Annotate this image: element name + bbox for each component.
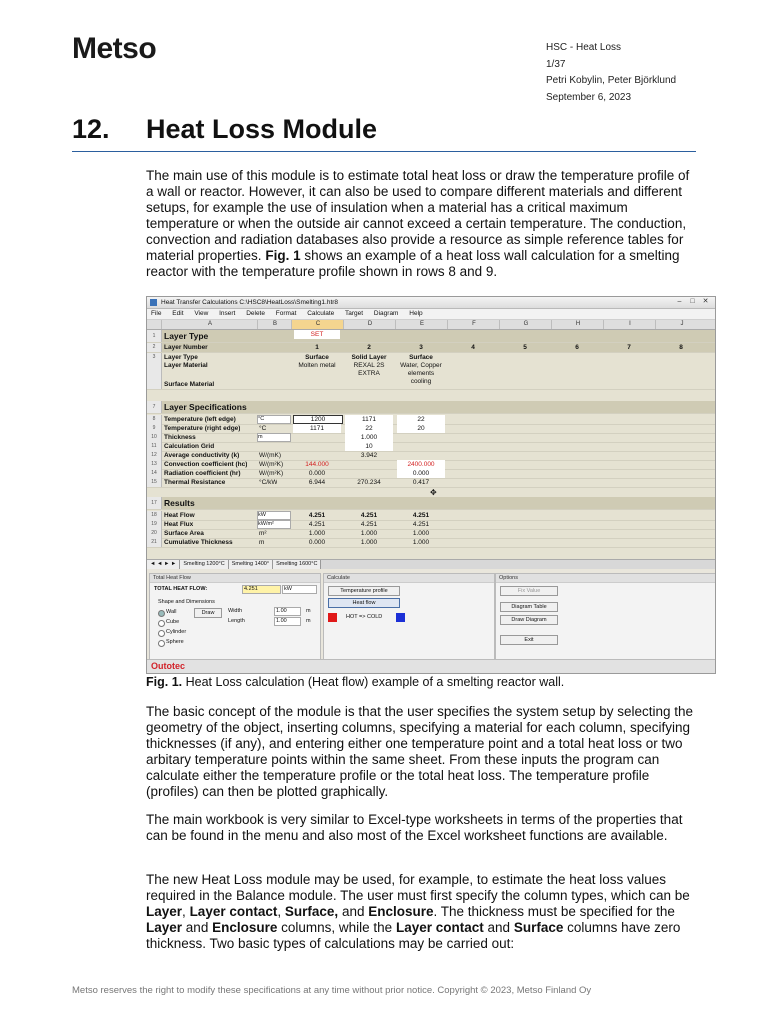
cell[interactable]: W/(mK) <box>259 452 282 459</box>
row-number: 19 <box>147 520 162 529</box>
total-heat-flow-label: TOTAL HEAT FLOW: <box>154 586 208 592</box>
cell[interactable]: 20 <box>397 424 445 433</box>
row-number: 7 <box>147 401 162 413</box>
cell[interactable]: 4.251 <box>308 521 326 528</box>
section-number: 12. <box>72 114 110 144</box>
sheet-tab[interactable]: Smelting 1200°C <box>180 560 228 569</box>
menu-view[interactable]: View <box>194 310 209 317</box>
column-header-g[interactable]: G <box>499 320 552 329</box>
table-row <box>147 343 715 353</box>
menu-file[interactable]: File <box>151 310 162 317</box>
menu-insert[interactable]: Insert <box>219 310 236 317</box>
row-number: 9 <box>147 424 162 433</box>
cell[interactable]: 1.000 <box>412 539 430 546</box>
cell[interactable]: Cumulative Thickness <box>164 539 233 546</box>
row-number: 11 <box>147 442 162 451</box>
column-header-c[interactable]: C <box>291 320 344 329</box>
unit-select[interactable]: kW <box>282 585 317 594</box>
row-number: 2 <box>147 343 162 352</box>
cell[interactable]: Temperature (left edge) <box>164 416 236 423</box>
cell[interactable]: Layer Number <box>164 344 208 351</box>
maximize-icon[interactable]: □ <box>690 298 695 305</box>
menu-calculate[interactable]: Calculate <box>307 310 335 317</box>
menu-help[interactable]: Help <box>409 310 423 317</box>
cursor-icon: ✥ <box>430 488 437 497</box>
row-number: 15 <box>147 478 162 487</box>
cell[interactable]: 1 <box>315 344 319 351</box>
caption-label: Fig. 1. <box>146 675 183 689</box>
cell[interactable]: 22 <box>397 415 445 424</box>
cell[interactable]: elements <box>407 370 435 377</box>
table-row <box>147 353 715 390</box>
paragraph-new-module <box>146 872 700 952</box>
term-layer: Layer <box>146 920 183 935</box>
cell[interactable]: m² <box>259 530 267 537</box>
row-number: 21 <box>147 538 162 547</box>
cell[interactable]: 3.942 <box>360 452 378 459</box>
intro-text: The main use of this module is to estimate total heat loss or draw the temperature profile of a wall or reactor. However, it can also be used to compare different materials and different setups, for example the use of insulation when a material has a critical maximum temperature or when the outside air cannot exceed a certain temperature. The conduction, convection and radiation databases also provide a resource as simple reference tables for material properties. <box>146 168 690 263</box>
text: and <box>487 920 511 935</box>
document-meta <box>546 40 676 106</box>
cell[interactable]: 4.251 <box>412 512 430 519</box>
cell[interactable]: Layer Type <box>164 354 198 361</box>
column-header-h[interactable]: H <box>551 320 604 329</box>
unit-label: m <box>306 618 311 624</box>
cell[interactable]: 7 <box>627 344 631 351</box>
cell[interactable]: Surface Area <box>164 530 204 537</box>
cell[interactable]: 144.000 <box>305 461 329 468</box>
window-title: Heat Transfer Calculations C:\HSC8\HeatLoss\Smelting1.htr8 <box>161 299 339 306</box>
fix-value-button[interactable]: Fix Value <box>500 586 558 596</box>
cell[interactable]: Calculation Grid <box>164 443 215 450</box>
cell[interactable]: 4.251 <box>308 512 326 519</box>
bottom-panels <box>149 573 713 661</box>
cell[interactable]: Surface Material <box>164 381 215 388</box>
table-row <box>147 538 715 548</box>
cell[interactable]: REXAL 2S <box>353 362 385 369</box>
menu-delete[interactable]: Delete <box>246 310 265 317</box>
cell[interactable]: W/(m²K) <box>259 461 284 468</box>
caption-text: Heat Loss calculation (Heat flow) example of a smelting reactor wall. <box>185 675 565 689</box>
tab-nav-icon[interactable]: ◄ ◄ ► ► <box>147 560 180 569</box>
radio-label: Sphere <box>166 639 184 645</box>
cell[interactable]: Surface <box>409 354 433 361</box>
status-bar <box>147 659 715 674</box>
cell[interactable]: Radiation coefficient (hr) <box>164 470 241 477</box>
cell[interactable]: 3 <box>419 344 423 351</box>
window-titlebar <box>147 297 715 309</box>
heat-flow-button[interactable]: Heat flow <box>328 598 400 608</box>
figure-reference: Fig. 1 <box>265 248 301 263</box>
unit-label: m <box>306 608 311 614</box>
paragraph-workbook: The main workbook is very similar to Excel-type worksheets in terms of the properties that can be found in the menu and also most of the Excel worksheet functions are available. <box>146 812 683 843</box>
cell[interactable]: 2 <box>367 344 371 351</box>
exit-button[interactable]: Exit <box>500 635 558 645</box>
diagram-table-button[interactable]: Diagram Table <box>500 602 558 612</box>
table-row <box>147 478 715 497</box>
meta-line: September 6, 2023 <box>546 91 632 103</box>
text: and <box>341 904 365 919</box>
hot-cold-label: HOT => COLD <box>346 614 383 620</box>
cell[interactable]: Molten metal <box>298 362 336 369</box>
figure-caption <box>146 675 564 689</box>
term-surface: Surface <box>513 920 564 935</box>
cell[interactable]: Surface <box>305 354 329 361</box>
cell[interactable]: 1.000 <box>308 530 326 537</box>
row-number: 18 <box>147 511 162 520</box>
metso-logo: Metso <box>72 32 157 65</box>
cell[interactable]: 2400.000 <box>397 460 445 469</box>
text: . The thickness must be specified for the <box>433 904 675 919</box>
temperature-profile-button[interactable]: Temperature profile <box>328 586 400 596</box>
cell[interactable]: 0.000 <box>308 470 326 477</box>
cell[interactable]: 270.234 <box>357 479 381 486</box>
menu-bar <box>147 309 715 320</box>
menu-target[interactable]: Target <box>345 310 364 317</box>
section-cell[interactable]: Results <box>164 498 195 508</box>
text: The new Heat Loss module may be used, for example, to estimate the heat loss values required in the Balance module. The user must first specify the column types, which can be <box>146 872 690 903</box>
width-label: Width <box>228 608 243 614</box>
cell[interactable]: 4.251 <box>360 512 378 519</box>
cell[interactable]: cooling <box>410 378 432 385</box>
column-header-i[interactable]: I <box>603 320 656 329</box>
unit-select[interactable]: °C <box>257 415 291 424</box>
cell[interactable]: Solid Layer <box>351 354 387 361</box>
intro-text-end: shows an example of a heat loss wall calculation for a smelting reactor with the temperature profile shown in rows 8 and 9. <box>146 248 680 279</box>
column-header-bar <box>147 320 715 330</box>
table-row <box>147 330 715 343</box>
hot-color-swatch <box>328 613 337 622</box>
menu-diagram[interactable]: Diagram <box>373 310 399 317</box>
sheet-tab[interactable]: Smelting 1400° <box>229 560 273 569</box>
row-number: 10 <box>147 433 162 442</box>
cell[interactable]: Layer Type <box>164 331 209 341</box>
cell[interactable]: 1.000 <box>360 530 378 537</box>
intro-paragraph <box>146 168 700 280</box>
radio-wall[interactable] <box>158 610 165 617</box>
table-row <box>147 497 715 510</box>
set-cell[interactable]: SET <box>294 330 340 339</box>
total-heat-flow-value[interactable]: 4.251 <box>242 585 281 594</box>
meta-line: HSC - Heat Loss <box>546 42 622 53</box>
section-title: Heat Loss Module <box>146 114 378 144</box>
sheet-tabs <box>147 559 715 569</box>
cell[interactable]: 1171 <box>345 415 393 424</box>
outotec-logo: Outotec <box>151 661 186 671</box>
panel-title: Total Heat Flow <box>150 574 320 583</box>
page-footer: Metso reserves the right to modify these specifications at any time without prior notice. Copyright © 2023, Metso Finland Oy <box>72 985 592 996</box>
text: columns have zero thickness. Two basic types of calculations may be carried out: <box>146 920 681 951</box>
term-layer: Layer <box>146 904 183 919</box>
cell[interactable]: Water, Copper <box>400 362 442 369</box>
cell[interactable]: 4.251 <box>360 521 378 528</box>
draw-button[interactable]: Draw <box>194 608 222 618</box>
term-surface: Surface, <box>284 904 339 919</box>
width-input[interactable]: 1.00 <box>274 607 301 616</box>
cell[interactable]: Temperature (right edge) <box>164 425 241 432</box>
cell[interactable]: 6 <box>575 344 579 351</box>
total-heat-flow-panel <box>149 573 321 661</box>
cell[interactable]: 0.417 <box>412 479 430 486</box>
menu-format[interactable]: Format <box>275 310 297 317</box>
cell[interactable]: 1200 <box>293 415 343 424</box>
row-number: 20 <box>147 529 162 538</box>
cell[interactable]: 5 <box>523 344 527 351</box>
row-number: 14 <box>147 469 162 478</box>
text: , <box>182 904 186 919</box>
table-row <box>147 401 715 414</box>
radio-cylinder[interactable] <box>158 630 165 637</box>
cell[interactable]: 0.000 <box>308 539 326 546</box>
meta-line: Petri Kobylin, Peter Björklund <box>546 75 677 86</box>
unit-select[interactable]: kW/m² <box>257 520 291 529</box>
meta-line: 1/37 <box>546 58 566 70</box>
cell[interactable]: Heat Flow <box>164 512 195 519</box>
column-header-b[interactable]: B <box>257 320 292 329</box>
worksheet-grid[interactable] <box>147 330 715 566</box>
cell[interactable]: 1.000 <box>345 433 393 442</box>
row-number: 3 <box>147 353 162 389</box>
row-number: 17 <box>147 497 162 509</box>
cell[interactable]: 8 <box>679 344 683 351</box>
cell[interactable]: 6.944 <box>308 479 326 486</box>
cell[interactable]: 1171 <box>293 424 341 433</box>
length-input[interactable]: 1.00 <box>274 617 301 626</box>
term-layer-contact: Layer contact <box>189 904 278 919</box>
heat-loss-screenshot <box>146 296 716 674</box>
row-number: 1 <box>147 330 162 342</box>
section-heading <box>72 114 377 145</box>
radio-label: Wall <box>166 609 177 615</box>
text: columns, while the <box>281 920 393 935</box>
draw-diagram-button[interactable]: Draw Diagram <box>500 615 558 625</box>
cell[interactable]: EXTRA <box>358 370 380 377</box>
column-header-d[interactable]: D <box>343 320 396 329</box>
cell[interactable]: 22 <box>345 424 393 433</box>
options-panel <box>495 573 716 661</box>
cell[interactable]: Heat Flux <box>164 521 194 528</box>
text: and <box>185 920 209 935</box>
cell[interactable]: Thickness <box>164 434 196 441</box>
length-label: Length <box>228 618 245 624</box>
column-header-e[interactable]: E <box>395 320 448 329</box>
panel-title: Calculate <box>324 574 494 583</box>
radio-label: Cylinder <box>166 629 187 635</box>
close-icon[interactable]: ✕ <box>702 298 709 305</box>
cell[interactable]: 0.000 <box>397 469 445 478</box>
row-number: 12 <box>147 451 162 460</box>
cell[interactable]: Layer Material <box>164 362 208 369</box>
unit-select[interactable]: kW <box>257 511 291 520</box>
sheet-tab[interactable]: Smelting 1600°C <box>273 560 321 569</box>
column-header-a[interactable]: A <box>161 320 258 329</box>
cell[interactable]: Convection coefficient (hc) <box>164 461 248 468</box>
cell[interactable]: °C/kW <box>259 479 278 486</box>
term-enclosure: Enclosure <box>212 920 278 935</box>
heading-rule <box>72 151 696 152</box>
unit-select[interactable]: m <box>257 433 291 442</box>
radio-sphere[interactable] <box>158 640 165 647</box>
app-icon <box>150 299 157 306</box>
row-number: 13 <box>147 460 162 469</box>
column-header-f[interactable]: F <box>447 320 500 329</box>
text: , <box>277 904 282 919</box>
panel-title: Options <box>496 574 716 583</box>
cell[interactable]: W/(m²K) <box>259 470 284 477</box>
radio-label: Cube <box>166 619 180 625</box>
cell[interactable]: Thermal Resistance <box>164 479 226 486</box>
cell[interactable]: 1.000 <box>360 539 378 546</box>
calculate-panel <box>323 573 495 661</box>
section-cell[interactable]: Layer Specifications <box>164 402 247 412</box>
row-number: 8 <box>147 415 162 424</box>
radio-cube[interactable] <box>158 620 165 627</box>
cell[interactable]: 4.251 <box>412 521 430 528</box>
term-enclosure: Enclosure <box>368 904 434 919</box>
cell[interactable]: Average conductivity (k) <box>164 452 240 459</box>
cell[interactable]: °C <box>259 425 267 432</box>
column-header-j[interactable]: J <box>655 320 708 329</box>
cell[interactable]: 4 <box>471 344 475 351</box>
minimize-icon[interactable]: – <box>677 298 682 305</box>
term-layer-contact: Layer contact <box>395 920 484 935</box>
paragraph-basic-concept: The basic concept of the module is that the user specifies the system setup by selecting the geometry of the object, inserting columns, specifying a material for each column, specifying thicknesses (if any), and entering either one temperature point and a total heat loss or two arbitary temperature points within the same sheet. From these inputs the program can calculate either the temperature profile or the total heat loss. The temperature profile (profiles) can then be plotted graphically. <box>146 704 694 799</box>
cold-color-swatch <box>396 613 405 622</box>
cell[interactable]: 1.000 <box>412 530 430 537</box>
menu-edit[interactable]: Edit <box>172 310 184 317</box>
shape-dimensions-label: Shape and Dimensions <box>158 599 215 605</box>
cell[interactable]: 10 <box>345 442 393 451</box>
cell[interactable]: m <box>259 539 265 546</box>
